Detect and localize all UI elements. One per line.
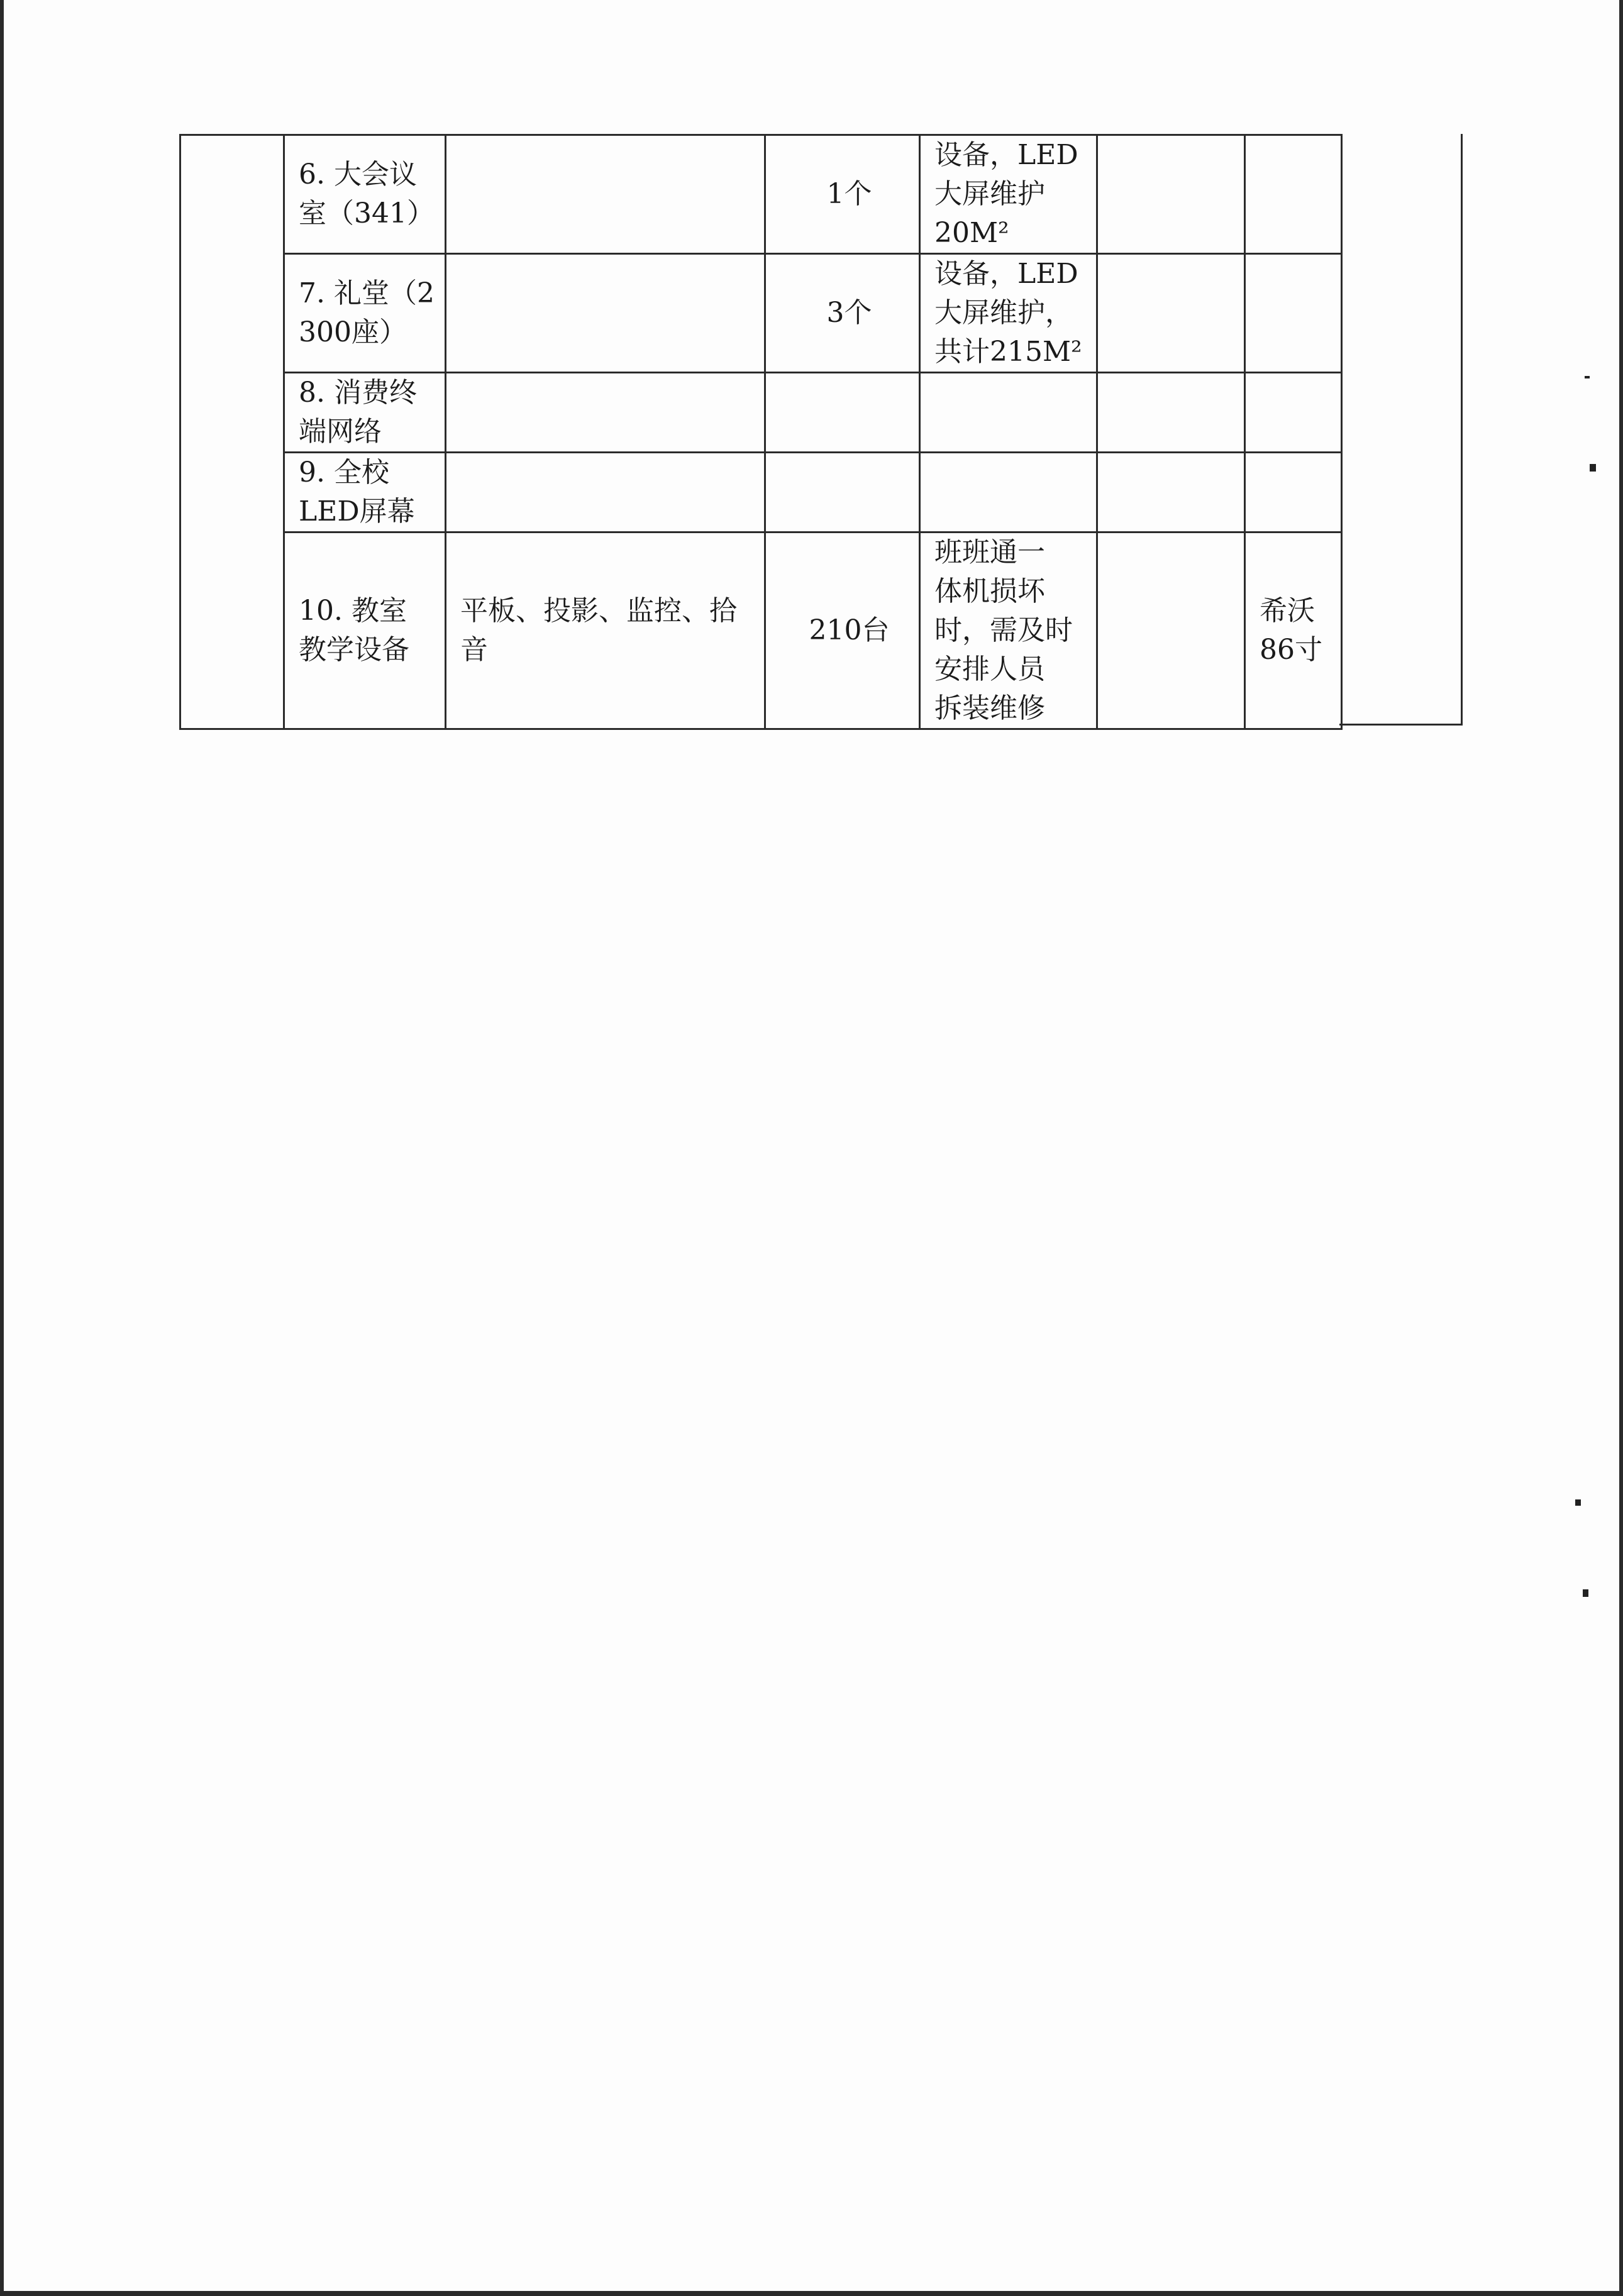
scan-left-edge: [0, 0, 4, 2296]
merged-category-cell: [180, 135, 284, 729]
empty-cell: [1097, 373, 1245, 453]
requirement-cell: 班班通一 体机损坏 时，需及时 安排人员 拆装维修: [920, 533, 1097, 729]
table-row: [180, 453, 1342, 533]
quantity-cell: 1个: [765, 135, 920, 254]
requirement-cell: [920, 453, 1097, 533]
table-row: [180, 135, 1342, 254]
item-cell: 7. 礼堂（2 300座）: [284, 254, 446, 373]
empty-cell: [1097, 533, 1245, 729]
quantity-cell: [765, 453, 920, 533]
scan-right-edge: [1619, 0, 1623, 2296]
scan-bottom-edge: [0, 2291, 1623, 2296]
scan-speck: [1583, 1589, 1588, 1597]
item-cell: 9. 全校 LED屏幕: [284, 453, 446, 533]
requirement-cell: [920, 373, 1097, 453]
equipment-table: [179, 134, 1343, 730]
note-cell: [1245, 373, 1342, 453]
item-cell: 10. 教室 教学设备: [284, 533, 446, 729]
table-row: [180, 373, 1342, 453]
content-cell: 平板、投影、监控、拾 音: [446, 533, 765, 729]
content-cell: [446, 453, 765, 533]
note-cell: [1245, 135, 1342, 254]
empty-cell: [1097, 453, 1245, 533]
table-right-border: [1461, 134, 1463, 725]
table-row: [180, 533, 1342, 729]
empty-cell: [1097, 254, 1245, 373]
quantity-cell: 3个: [765, 254, 920, 373]
requirement-cell: 设备，LED 大屏维护 20M²: [920, 135, 1097, 254]
content-cell: [446, 254, 765, 373]
requirement-cell: 设备，LED 大屏维护， 共计215M²: [920, 254, 1097, 373]
content-cell: [446, 373, 765, 453]
scan-speck: [1585, 376, 1590, 378]
note-cell: 希沃 86寸: [1245, 533, 1342, 729]
note-cell: [1245, 453, 1342, 533]
empty-cell: [1097, 135, 1245, 254]
table-row: [180, 254, 1342, 373]
content-cell: [446, 135, 765, 254]
quantity-cell: 210台: [765, 533, 920, 729]
table-bottom-border-extension: [1339, 724, 1463, 726]
scan-speck: [1575, 1499, 1581, 1506]
item-cell: 8. 消费终 端网络: [284, 373, 446, 453]
quantity-cell: [765, 373, 920, 453]
item-cell: 6. 大会议 室（341）: [284, 135, 446, 254]
note-cell: [1245, 254, 1342, 373]
scan-speck: [1590, 464, 1596, 472]
